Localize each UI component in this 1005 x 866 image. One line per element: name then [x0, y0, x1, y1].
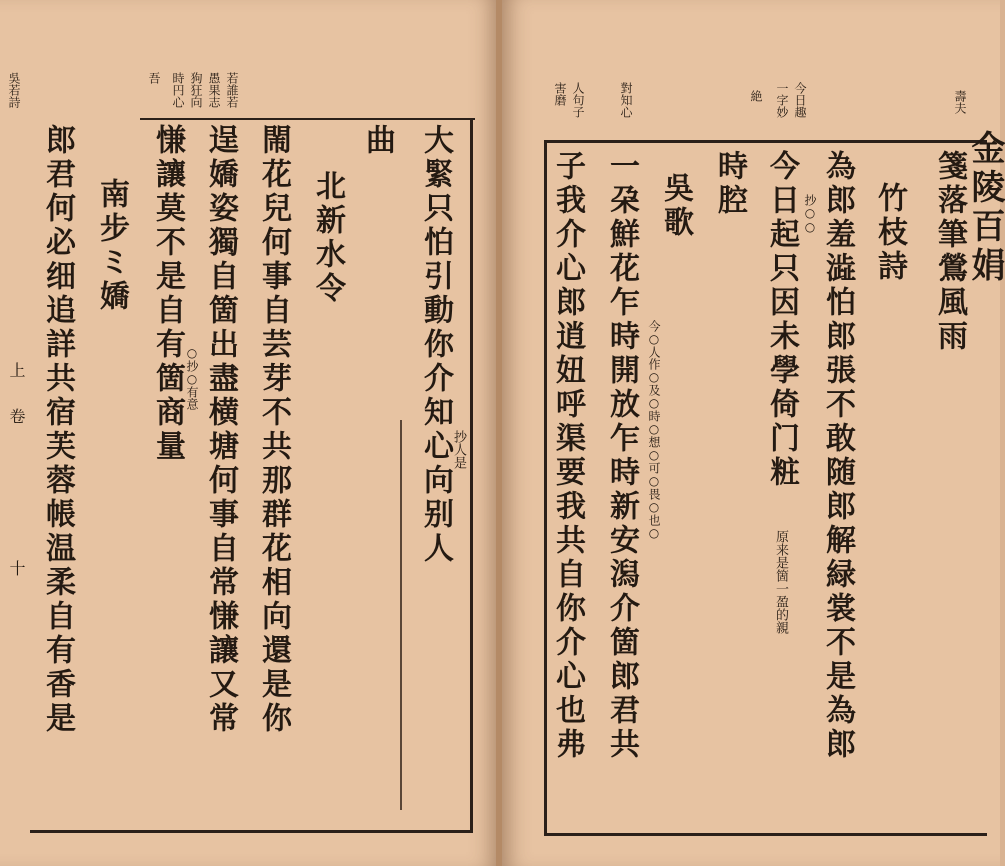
- left-top-rule: [140, 118, 475, 120]
- header-note: 一字妙: [775, 82, 789, 118]
- annotation: 今○人作○及○時○想○可○畏○也○: [647, 320, 661, 540]
- annotation: ○抄○有意: [185, 346, 199, 410]
- text-column: 箋落筆鶯風雨: [932, 150, 967, 354]
- header-note: 吳若詩: [7, 72, 21, 108]
- annotation: 抄○○: [803, 194, 817, 234]
- header-note: 絶: [749, 90, 763, 102]
- header-note: 愚果志: [207, 72, 221, 108]
- header-note: 害磨: [553, 82, 567, 106]
- annotation: 抄人是: [451, 430, 466, 469]
- section-heading: 曲: [360, 124, 395, 158]
- book-title: 金陵百娟: [965, 130, 1005, 286]
- section-heading: 時腔: [712, 150, 747, 218]
- left-inner-rule: [400, 420, 402, 810]
- text-column: 今日起只因未學倚门粧: [764, 150, 799, 490]
- text-column: 閙花兒何事自芸芽不共那群花相向還是你: [256, 124, 291, 736]
- text-column: 郎君何必细追詳共宿芙蓉帳温柔自有香是: [40, 124, 75, 736]
- text-column: 為郎羞澁怕郎張不敢随郎解緑裳不是為郎: [820, 150, 855, 762]
- text-column: 一朶鮮花乍時開放乍時新安潟介箇郎君共: [604, 150, 639, 762]
- margin-label: 上: [7, 362, 26, 379]
- margin-label: 卷: [7, 408, 26, 425]
- right-page: [502, 0, 1005, 866]
- tune-title: 北新水令: [310, 170, 345, 306]
- left-page: [0, 0, 498, 866]
- margin-label: 十: [7, 560, 26, 577]
- header-note: 吾: [147, 72, 161, 84]
- poem-title: 竹枝詩: [872, 182, 907, 284]
- tune-title: 南步ミ嬌: [94, 178, 129, 314]
- header-note: 今日趣: [793, 82, 807, 118]
- top-mark: 壽夫: [953, 90, 967, 114]
- text-column: 大緊只怕引動你介知心向别人: [418, 124, 453, 566]
- header-note: 人句子: [571, 82, 585, 118]
- header-note: 對知心: [619, 82, 633, 118]
- text-column: 子我介心郎逍妞呼渠要我共自你介心也弗: [550, 150, 585, 762]
- header-note: 狗狂向: [189, 72, 203, 108]
- annotation: 原来是箇一盈的親: [773, 530, 788, 634]
- text-column: 逞嬌姿獨自箇出盡横塘何事自常慊讓又常: [203, 124, 238, 736]
- song-title: 吳歌: [658, 172, 693, 240]
- text-column: 慊讓莫不是自有箇商量: [150, 124, 185, 464]
- header-note: 若誰若: [225, 72, 239, 108]
- header-note: 時円心: [171, 72, 185, 108]
